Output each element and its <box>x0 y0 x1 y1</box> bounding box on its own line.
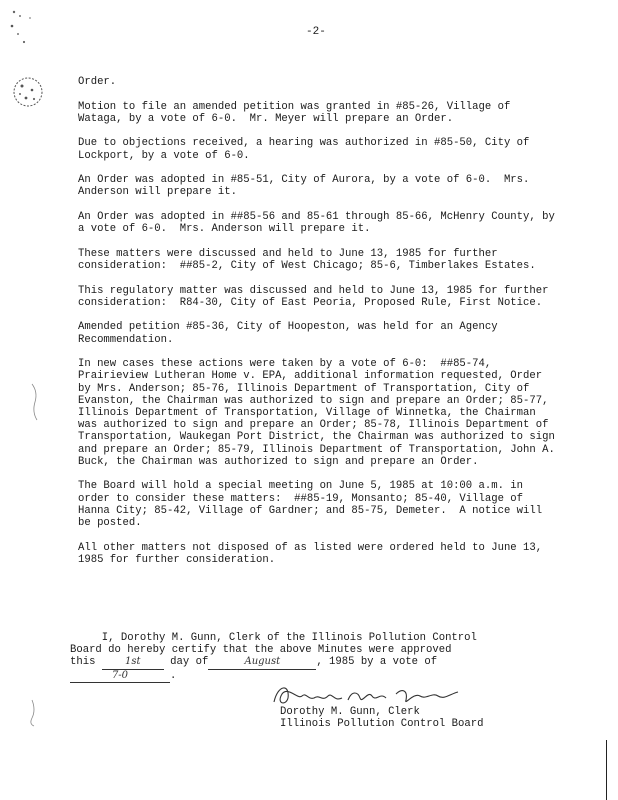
scan-edge-line <box>606 740 607 800</box>
this-word: this <box>70 656 96 669</box>
month-blank <box>208 656 316 669</box>
scan-mark-left <box>28 382 42 422</box>
paragraph: An Order was adopted in #85-51, City of Aurora, by a vote of 6-0. Mrs. Anderson will prepare it. <box>78 174 536 199</box>
certification-line-2: Board do hereby certify that the above Minutes were approved <box>70 644 452 657</box>
vote-handwritten: 7-0 <box>111 669 129 681</box>
certification-line-1: I, Dorothy M. Gunn, Clerk of the Illinois Pollution Control <box>70 632 477 644</box>
day-handwritten: 1st <box>125 656 141 668</box>
paragraph: These matters were discussed and held to June 13, 1985 for further consideration: ##85-2, City of West Chicago; 85-6, Timberlakes Estates. <box>78 247 536 272</box>
scan-smudge-hole <box>8 72 48 112</box>
signer-board: Illinois Pollution Control Board <box>280 718 484 731</box>
minutes-body <box>78 76 562 578</box>
paragraph: Due to objections received, a hearing was authorized in #85-50, City of Lockport, by a vote of 6-0. <box>78 137 536 162</box>
day-of-text: day of <box>170 656 209 669</box>
paragraph: Amended petition #85-36, City of Hoopeston, was held for an Agency Recommendation. <box>78 321 504 346</box>
paragraph: In new cases these actions were taken by a vote of 6-0: ##85-74, Prairieview Lutheran Home v. EPA, additional information requested, Order by Mrs. Anderson; 85-76, Illinois Department of Transportation, City of Evanston, the Chairman was authorized to sign and prepare an Order; 85-77, Illinois Department of Transportation, Village of Winnetka, the Chairman was authorized to sign and prepare an Order; 85-78, Illinois Department of Transportation, Waukegan Port District, the Chairman was authorized to sign and prepare an Order; 85-79, Illinois Department of Transportation, John A. Buck, the Chairman was authorized to sign and prepare an Order. <box>78 358 562 468</box>
paragraph: Order. <box>78 76 117 88</box>
year-text: , 1985 by a vote of <box>316 656 438 669</box>
end-period: . <box>170 669 177 682</box>
signer-block <box>280 706 483 730</box>
paragraph: This regulatory matter was discussed and held to June 13, 1985 for further consideration: R84-30, City of East Peoria, Proposed Rule, First Notice. <box>78 284 555 309</box>
certification-block <box>70 632 540 683</box>
month-handwritten: August <box>244 656 281 668</box>
paragraph: All other matters not disposed of as listed were ordered held to June 13, 1985 for further consideration. <box>78 541 549 566</box>
signer-name-title: Dorothy M. Gunn, Clerk <box>280 706 420 718</box>
scan-mark-left-lower <box>26 698 40 728</box>
certification-line-3 <box>70 656 540 669</box>
vote-blank <box>70 670 170 683</box>
paragraph: Motion to file an amended petition was granted in #85-26, Village of Wataga, by a vote of 6-0. Mr. Meyer will prepare an Order. <box>78 100 517 125</box>
paragraph: The Board will hold a special meeting on June 5, 1985 at 10:00 a.m. in order to consider these matters: ##85-19, Monsanto; 85-40, Village of Hanna City; 85-42, Village of Gardner; and 85-75, Demeter. A notice will be posted. <box>78 480 549 529</box>
scan-smudge-top-left <box>4 4 44 54</box>
paragraph: An Order was adopted in ##85-56 and 85-61 through 85-66, McHenry County, by a vote of 6-0. Mrs. Anderson will prepare it. <box>78 210 562 236</box>
day-blank <box>102 656 164 669</box>
page-number: -2- <box>306 26 326 38</box>
